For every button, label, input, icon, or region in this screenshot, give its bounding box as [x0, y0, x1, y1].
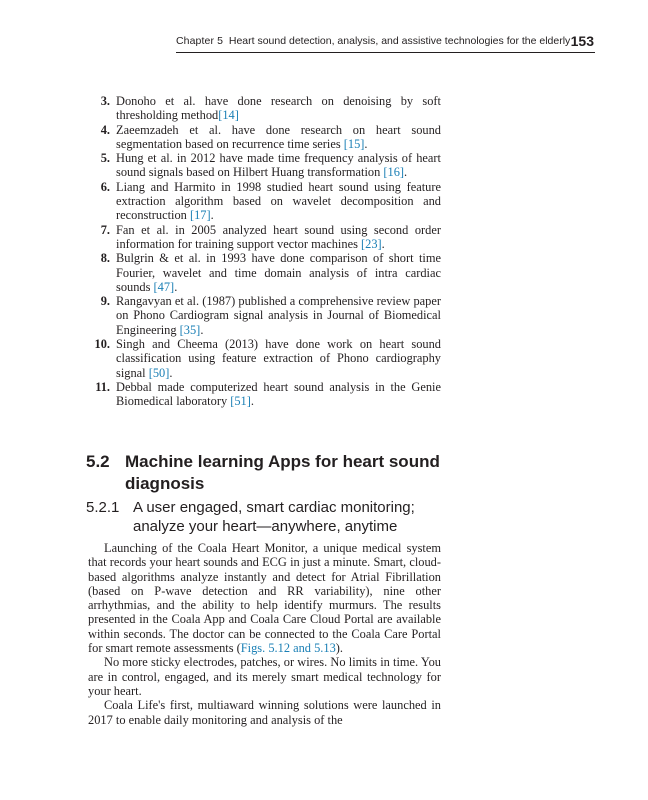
citation-link[interactable]: [35] [179, 322, 201, 337]
chapter-title: Heart sound detection, analysis, and assistive technologies for the elderly [228, 35, 571, 47]
item-tail: . [174, 279, 178, 294]
list-item [86, 123, 441, 152]
citation-link[interactable]: [17] [189, 208, 211, 223]
page-number: 153 [570, 33, 594, 49]
section-title: Machine learning Apps for heart sound diagnosis [125, 452, 440, 493]
item-number: 4. [100, 122, 110, 137]
reference-list [86, 94, 441, 409]
item-number: 3. [100, 94, 110, 108]
paragraph-text: Launching of the Coala Heart Monitor, a unique medical system that records your heart sounds and ECG in just a minute. Smart, cloud-based algorithms analyze instantly and detect for Atrial Fibrillation (based on P-wave detection and RR variability), nine other arrhythmias, and the ability to help identify murmurs. The results presented in the Coala App and Coala Care Cloud Portal are available within seconds. The doctor can be connected to the Coala Care Portal for smart remote assessments ( [88, 541, 441, 656]
item-tail: . [250, 394, 254, 409]
section-heading [86, 451, 446, 495]
citation-link[interactable]: [51] [230, 394, 251, 409]
citation-link[interactable]: [47] [153, 279, 175, 294]
figure-link[interactable]: Figs. 5.12 and 5.13 [240, 641, 336, 656]
section-number: 5.2 [86, 452, 110, 471]
item-tail: . [169, 365, 173, 380]
item-tail: . [404, 165, 408, 180]
list-item [86, 337, 441, 380]
paragraph-tail: ). [335, 641, 344, 656]
list-item [86, 223, 441, 252]
subsection-title: A user engaged, smart cardiac monitoring; analyze your heart—anywhere, anytime [133, 499, 415, 535]
item-text: Donoho et al. have done research on denoising by soft thresholding method [116, 94, 441, 123]
citation-link[interactable]: [16] [383, 165, 405, 180]
paragraph [88, 541, 441, 655]
item-number: 5. [100, 151, 110, 166]
item-tail: . [200, 322, 204, 337]
citation-link[interactable]: [15] [343, 136, 365, 151]
item-number: 7. [100, 222, 110, 237]
citation-link[interactable]: [50] [148, 365, 170, 380]
list-item [86, 151, 441, 180]
body-text [88, 541, 441, 727]
item-text: Zaeemzadeh et al. have done research on heart sound segmentation based on recurrence time series [116, 122, 441, 151]
citation-link[interactable]: [14] [218, 108, 239, 123]
list-item [86, 94, 441, 123]
list-item [86, 380, 441, 409]
running-head [176, 35, 596, 47]
item-number: 6. [100, 179, 110, 194]
subsection-number: 5.2.1 [86, 499, 120, 516]
header-rule [176, 52, 595, 53]
item-number: 11. [95, 379, 110, 394]
item-text: Rangavyan et al. (1987) published a comprehensive review paper on Phono Cardiogram signal analysis in Journal of Biomedical Engineering [116, 294, 441, 337]
citation-link[interactable]: [23] [361, 236, 382, 251]
subsection-heading [86, 498, 446, 536]
list-item [86, 251, 441, 294]
paragraph: Coala Life's first, multiaward winning solutions were launched in 2017 to enable daily monitoring and analysis of the [88, 698, 441, 727]
item-number: 9. [100, 294, 110, 309]
item-text: Bulgrin & et al. in 1993 have done comparison of short time Fourier, wavelet and time domain analysis of intra cardiac sounds [116, 251, 441, 294]
item-text: Liang and Harmito in 1998 studied heart sound using feature extraction algorithm based on wavelet decomposition and reconstruction [116, 179, 441, 223]
list-item [86, 180, 441, 223]
item-tail: . [364, 136, 368, 151]
chapter-label: Chapter 5 [176, 35, 224, 47]
paragraph: No more sticky electrodes, patches, or wires. No limits in time. You are in control, engaged, and its merely smart medical technology for your heart. [88, 655, 441, 698]
list-item [86, 294, 441, 337]
item-text: Fan et al. in 2005 analyzed heart sound using second order information for training support vector machines [116, 222, 441, 251]
item-text: Singh and Cheema (2013) have done work on heart sound classification using feature extraction of Phono cardiography signal [116, 337, 441, 380]
item-tail: . [381, 236, 385, 251]
item-tail: . [210, 208, 214, 223]
item-text: Hung et al. in 2012 have made time frequency analysis of heart sound signals based on Hilbert Huang transformation [116, 151, 441, 180]
item-text: Debbal made computerized heart sound analysis in the Genie Biomedical laboratory [116, 379, 441, 409]
item-number: 8. [100, 251, 110, 266]
item-number: 10. [94, 337, 110, 352]
